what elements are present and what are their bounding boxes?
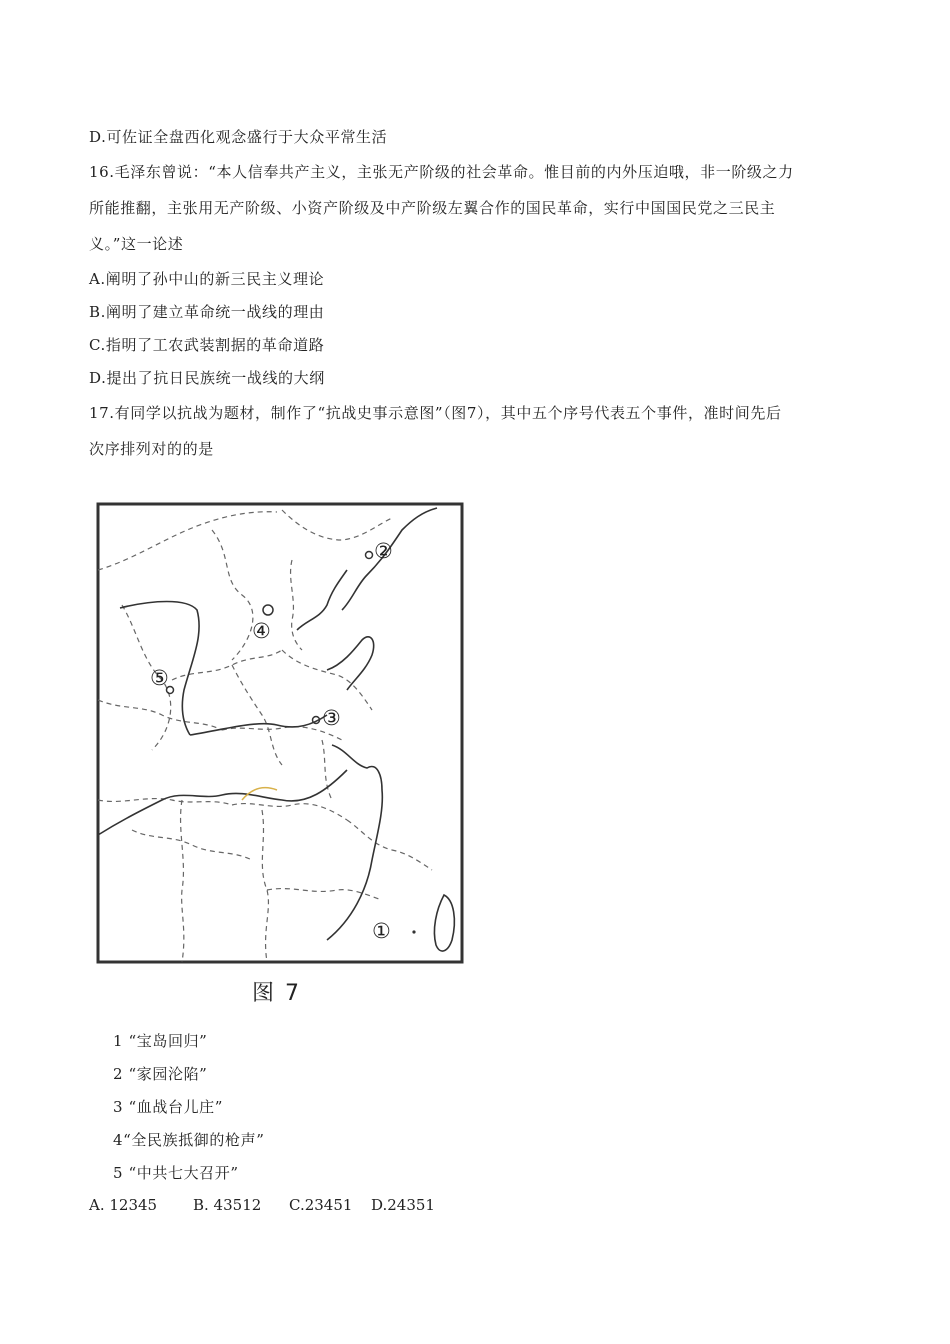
q16-option-c: C.指明了工农武装割据的革命道路 <box>89 336 325 354</box>
q17-answer-options <box>89 1195 435 1215</box>
map-dot-4 <box>263 605 273 615</box>
q16-option-d: D.提出了抗日民族统一战线的大纲 <box>89 369 325 387</box>
q17-answer-c: C.23451 <box>289 1196 353 1214</box>
q17-event-5: 5 “中共七大召开” <box>113 1164 239 1182</box>
map-dot-2 <box>366 552 373 559</box>
map-rivers-coast <box>98 508 437 940</box>
map-marker-5: ⑤ <box>150 666 169 690</box>
map-frame <box>98 504 462 962</box>
q17-answer-a: A. 12345 <box>89 1196 158 1214</box>
q16-stem-line-3: 义。”这一论述 <box>89 235 184 253</box>
q17-stem-line-1: 17.有同学以抗战为题材，制作了“抗战史事示意图”（图7），其中五个序号代表五个事件，准时间先后 <box>89 404 782 422</box>
map-marker-1: ① <box>372 919 391 943</box>
china-war-map <box>92 500 466 968</box>
map-taiwan <box>434 895 454 951</box>
q16-stem-line-2: 所能推翻，主张用无产阶级、小资产阶级及中产阶级左翼合作的国民革命，实行中国国民党之三民主 <box>89 199 776 217</box>
q17-stem-line-2: 次序排列对的的是 <box>89 440 214 458</box>
q17-answer-d: D.24351 <box>371 1196 435 1214</box>
map-dot-1 <box>412 930 415 933</box>
q17-event-3: 3 “血战台儿庄” <box>113 1098 224 1116</box>
q17-event-1: 1 “宝岛回归” <box>113 1032 208 1050</box>
q17-event-4: 4“全民族抵御的枪声” <box>113 1131 265 1149</box>
q17-answer-b: B. 43512 <box>193 1196 262 1214</box>
figure-caption: 图 7 <box>252 981 301 1006</box>
prev-option-d: D.可佐证全盘西化观念盛行于大众平常生活 <box>89 128 388 146</box>
q16-option-a: A.阐明了孙中山的新三民主义理论 <box>89 270 325 288</box>
map-marker-4: ④ <box>252 619 271 643</box>
map-marker-3: ③ <box>322 706 341 730</box>
q16-stem-line-1: 16.毛泽东曾说：“本人信奉共产主义，主张无产阶级的社会革命。惟目前的内外压迫哦，非一阶级之力 <box>89 163 794 181</box>
map-province-borders <box>98 510 432 962</box>
q16-option-b: B.阐明了建立革命统一战线的理由 <box>89 303 325 321</box>
map-marker-2: ② <box>374 539 393 563</box>
q17-event-2: 2 “家园沦陷” <box>113 1065 208 1083</box>
